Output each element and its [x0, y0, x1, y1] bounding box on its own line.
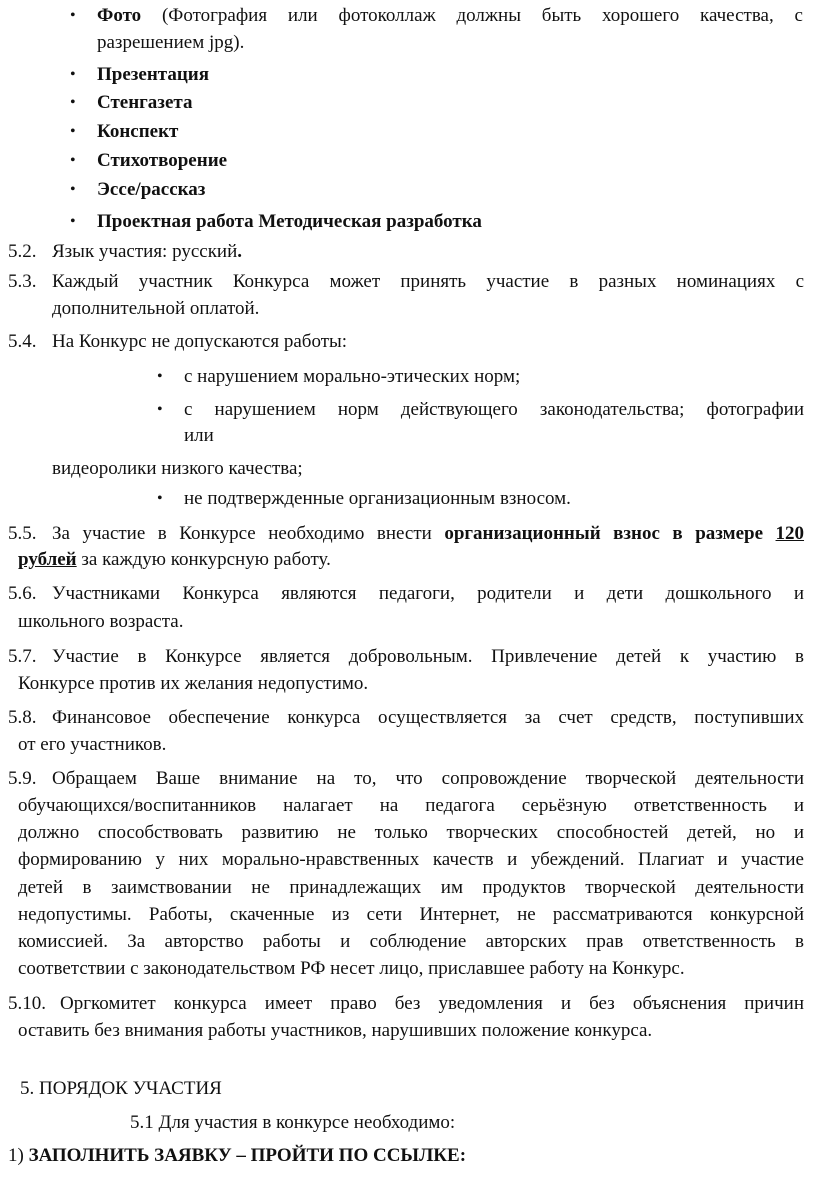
- clause-5-9-line: должно способствовать развитию не только творческих способностей детей, но и: [18, 822, 804, 843]
- bullet: •: [70, 213, 76, 230]
- clause-5-9-line: детей в заимствовании не принадлежащих им продуктов творческой деятельности: [18, 877, 804, 898]
- bullet: •: [70, 152, 76, 169]
- nomination-item: Эссе/рассказ: [97, 179, 206, 200]
- clause-5-7: Участие в Конкурсе является добровольным. Привлечение детей к участию в: [52, 646, 804, 667]
- exclusion-item: не подтвержденные организационным взносом.: [184, 488, 571, 509]
- exclusion-item: с нарушением морально-этических норм;: [184, 366, 521, 387]
- bullet: •: [157, 490, 163, 507]
- clause-text: За участие в Конкурсе необходимо внести: [52, 523, 432, 544]
- clause-5-8-cont: от его участников.: [18, 734, 167, 755]
- step-text: ЗАПОЛНИТЬ ЗАЯВКУ – ПРОЙТИ ПО ССЫЛКЕ:: [28, 1145, 467, 1166]
- clause-5-10: Оргкомитет конкурса имеет право без уведомления и без объяснения причин: [60, 993, 804, 1014]
- bullet: •: [157, 368, 163, 385]
- clause-5-6-cont: школьного возраста.: [18, 611, 184, 632]
- exclusion-item: с нарушением норм действующего законодательства; фотографии: [184, 399, 804, 420]
- clause-text: за каждую конкурсную работу.: [81, 549, 331, 570]
- clause-5-3: Каждый участник Конкурса может принять участие в разных номинациях с: [52, 271, 804, 292]
- clause-5-7-cont: Конкурсе против их желания недопустимо.: [18, 673, 369, 694]
- bullet: •: [157, 401, 163, 418]
- clause-5-9-line: соответствии с законодательством РФ несет лицо, приславшее работу на Конкурс.: [18, 958, 685, 979]
- clause-5-9-line: комиссией. За авторство работы и соблюдение авторских прав ответственность в: [18, 931, 804, 952]
- nomination-item: Стенгазета: [97, 92, 193, 113]
- clause-5-10-cont: оставить без внимания работы участников, нарушивших положение конкурса.: [18, 1020, 653, 1041]
- nomination-last: [97, 210, 482, 234]
- section-subheading: 5.1 Для участия в конкурсе необходимо:: [130, 1112, 456, 1133]
- bullet: •: [70, 181, 76, 198]
- clause-number: 5.7.: [8, 646, 37, 667]
- clause-number: 5.5.: [8, 523, 37, 544]
- nomination-item: Презентация: [97, 64, 210, 85]
- clause-number: 5.10.: [8, 993, 46, 1014]
- clause-5-5-cont: [18, 548, 331, 572]
- section-heading: 5. ПОРЯДОК УЧАСТИЯ: [20, 1078, 222, 1099]
- nomination-photo: [97, 4, 803, 28]
- clause-5-9-line: обучающихся/воспитанников налагает на педагога серьёзную ответственность и: [18, 795, 804, 816]
- bullet: •: [70, 66, 76, 83]
- exclusion-item-cont: или: [184, 425, 214, 446]
- clause-number: 5.3.: [8, 271, 37, 292]
- nomination-photo-desc: (Фотография или фотоколлаж должны быть хорошего качества, с: [161, 5, 803, 26]
- exclusion-continuation: видеоролики низкого качества;: [52, 458, 303, 479]
- bullet: •: [70, 94, 76, 111]
- clause-5-3-cont: дополнительной оплатой.: [52, 298, 260, 319]
- clause-end: .: [237, 241, 243, 262]
- nomination-item: Методическая разработка: [258, 211, 482, 232]
- clause-5-6: Участниками Конкурса являются педагоги, родители и дети дошкольного и: [52, 583, 804, 604]
- clause-number: 5.2.: [8, 241, 37, 262]
- clause-number: 5.4.: [8, 331, 37, 352]
- clause-5-2: [52, 240, 242, 264]
- clause-5-8: Финансовое обеспечение конкурса осуществляется за счет средств, поступивших: [52, 707, 804, 728]
- fee-currency: рублей: [18, 549, 77, 570]
- clause-5-9: Обращаем Ваше внимание на то, что сопровождение творческой деятельности: [52, 768, 804, 789]
- nomination-photo-desc-cont: разрешением jpg).: [97, 32, 245, 53]
- bullet: •: [70, 7, 76, 24]
- fee-amount: 120: [775, 523, 805, 544]
- clause-number: 5.9.: [8, 768, 37, 789]
- nomination-item: Проектная работа: [97, 211, 254, 232]
- bullet: •: [70, 123, 76, 140]
- nomination-photo-label: Фото: [97, 5, 142, 26]
- clause-number: 5.8.: [8, 707, 37, 728]
- clause-number: 5.6.: [8, 583, 37, 604]
- clause-5-4: На Конкурс не допускаются работы:: [52, 331, 348, 352]
- clause-5-9-line: формированию у них морально-нравственных качеств и убеждений. Плагиат и участие: [18, 849, 804, 870]
- fee-label: организационный взнос в размере: [444, 523, 764, 544]
- clause-5-5: [52, 522, 804, 546]
- step-line: [8, 1144, 466, 1168]
- nomination-item: Конспект: [97, 121, 179, 142]
- clause-5-9-line: недопустимы. Работы, скаченные из сети Интернет, не рассматриваются конкурсной: [18, 904, 804, 925]
- clause-text: Язык участия: русский: [52, 241, 238, 262]
- step-number: 1): [8, 1145, 24, 1166]
- nomination-item: Стихотворение: [97, 150, 228, 171]
